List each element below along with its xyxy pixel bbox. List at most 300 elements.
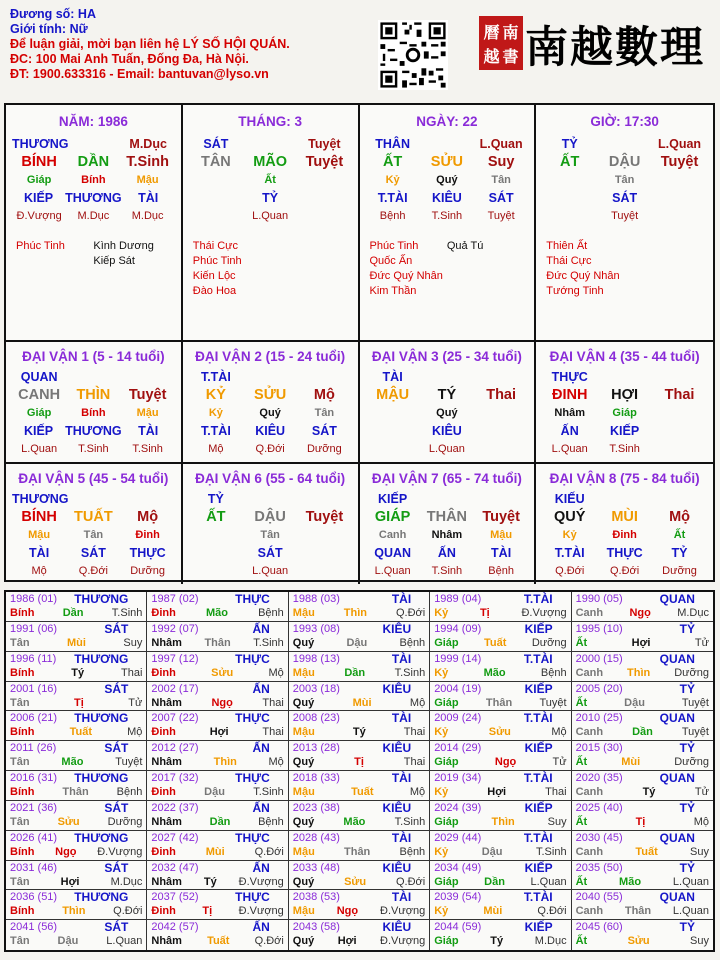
dai-van-hidden-stem-row-cell: Đinh	[135, 529, 160, 541]
dai-van-hidden-god-row-cell: THỰC	[129, 546, 166, 560]
year-phase: Q.Đới	[254, 935, 284, 948]
year-phase: Suy	[123, 636, 143, 649]
year-phase: Bệnh	[116, 786, 143, 798]
year-phase: Dưỡng	[107, 815, 143, 828]
dai-van-stem-branch-row-cell: Mộ	[313, 387, 335, 403]
pillar-hidden-god-row-cell: SÁT	[612, 191, 638, 205]
pillar-hidden-stem-row-cell: Giáp	[26, 174, 52, 186]
year-stem: Kỷ	[434, 905, 449, 918]
pillar-stem-branch-row-cell: Tuyệt	[660, 154, 699, 170]
pillar-phase-row-cell: T.Sinh	[431, 210, 463, 222]
year-stem: Kỷ	[434, 666, 449, 679]
year-phase: Mộ	[551, 726, 567, 739]
seal-char: 書	[502, 46, 519, 66]
year-pillar	[434, 666, 566, 680]
pillar-god-row-cell: Tuyệt	[308, 137, 341, 151]
year-pillar	[151, 755, 283, 769]
dai-van-hidden-god-row	[542, 422, 707, 440]
year-pillar	[10, 696, 142, 710]
year-branch: Tuất	[69, 726, 92, 739]
pillar-stem-branch-row-cell: Suy	[487, 154, 515, 170]
dai-van-stem-branch-row-cell: TÝ	[437, 387, 457, 403]
year-god: T.TÀI	[523, 890, 553, 905]
year-pillar	[10, 845, 142, 859]
dai-van-title: ĐẠI VẬN 6 (55 - 64 tuổi)	[195, 471, 346, 486]
star-label: Đức Quý Nhân	[369, 270, 443, 282]
year-cell	[430, 920, 571, 950]
dai-van-phase-row	[189, 440, 352, 458]
dai-van-hidden-god-row	[542, 544, 707, 562]
year-cell	[430, 831, 571, 861]
year-header	[293, 861, 425, 875]
dai-van-god	[597, 490, 652, 508]
seal-char: 越	[483, 46, 500, 66]
year-label: 1998 (13)	[292, 652, 340, 665]
pillar-stem-branch-row	[542, 153, 707, 171]
dai-van-hidden-stem-row-cell: Giáp	[612, 407, 637, 419]
year-pillar	[576, 845, 709, 859]
year-header	[293, 890, 425, 904]
year-cell	[572, 622, 713, 652]
year-stem: Tân	[10, 636, 30, 649]
dai-van-hidden-god-row	[366, 544, 529, 562]
year-branch: Thìn	[343, 607, 367, 619]
year-header	[293, 682, 425, 696]
year-stem: Tân	[10, 935, 30, 948]
year-branch: Hợi	[337, 935, 357, 948]
year-cell	[572, 741, 713, 771]
dai-van-hidden-stem-row	[366, 404, 529, 422]
pillar-phase-row-cell: Bệnh	[379, 210, 406, 222]
year-pillar	[576, 636, 709, 650]
year-branch: Sửu	[211, 666, 234, 679]
year-stem: Quý	[292, 756, 315, 769]
year-header	[434, 622, 566, 636]
year-label: 2009 (24)	[434, 712, 482, 725]
year-cell	[430, 771, 571, 801]
year-label: 2023 (38)	[292, 801, 340, 814]
year-stem: Kỷ	[434, 726, 449, 739]
year-header	[434, 711, 566, 725]
dai-van-hidden-stem-row-cell: Tân	[314, 407, 335, 419]
pillar-hidden-god-row-cell	[542, 189, 597, 207]
dai-van-god	[597, 368, 652, 386]
pillar-hidden-stem-row-cell	[189, 171, 243, 189]
star-label	[625, 284, 703, 299]
year-branch: Tị	[635, 815, 646, 828]
year-header	[434, 801, 566, 815]
phone-email-line: ĐT: 1900.633316 - Email: bantuvan@lyso.vn	[10, 67, 269, 81]
contact-line: Để luận giải, mời bạn liên hệ LÝ SỐ HỘI QUÁN.	[10, 37, 290, 51]
year-god: TỶ	[679, 800, 695, 815]
year-branch: Tuất	[207, 935, 230, 948]
year-label: 2025 (40)	[575, 801, 623, 814]
year-branch: Hợi	[209, 726, 229, 739]
year-branch: Mùi	[205, 845, 225, 858]
pillar-title: NGÀY: 22	[416, 114, 478, 129]
year-header	[434, 890, 566, 904]
dai-van-god	[66, 368, 120, 386]
year-stem: Ất	[575, 935, 588, 948]
year-branch: Dần	[62, 607, 84, 619]
year-stem: Đinh	[151, 786, 176, 798]
year-phase: Mộ	[693, 815, 709, 828]
year-pillar	[576, 666, 709, 680]
pillar-god-row-cell	[597, 135, 652, 153]
year-pillar	[10, 755, 142, 769]
year-phase: M.Dục	[677, 607, 709, 619]
pillar-hidden-stem-row	[12, 171, 175, 189]
year-phase: Q.Đới	[395, 607, 426, 619]
year-header	[10, 741, 142, 755]
dai-van-phase-row-cell: Mộ	[208, 443, 224, 455]
year-branch: Tị	[74, 696, 84, 709]
year-stem: Kỷ	[434, 607, 449, 619]
pillar-title: THÁNG: 3	[238, 114, 302, 129]
year-phase: Dưỡng	[531, 636, 567, 649]
year-branch: Thân	[62, 786, 89, 798]
dai-van-stem-branch-row-cell: Tuyệt	[482, 509, 520, 525]
star-label	[270, 284, 347, 299]
dai-van-cell	[536, 464, 713, 584]
year-header	[10, 801, 142, 815]
year-branch: Dậu	[57, 935, 79, 948]
year-header	[434, 831, 566, 845]
dai-van-god: TÀI	[382, 370, 403, 384]
pillar-phase-row	[189, 207, 352, 225]
dai-van-hidden-stem-row-cell	[189, 526, 243, 544]
year-god: TỶ	[679, 621, 695, 636]
pillar-god-row-cell: M.Dục	[129, 137, 167, 151]
year-header	[434, 741, 566, 755]
year-stem: Giáp	[434, 815, 459, 828]
dai-van-stem-branch-row	[542, 508, 707, 526]
pillar-stem-branch-row-cell: Tuyệt	[305, 154, 344, 170]
year-header	[10, 831, 142, 845]
star-label: Thái Cực	[546, 255, 592, 267]
pillar-stem-branch-row	[189, 153, 352, 171]
year-god: KIẾP	[524, 741, 553, 756]
dai-van-stem-branch-row-cell: ẤT	[206, 509, 226, 525]
year-stem: Tân	[10, 875, 30, 888]
year-god: KIẾP	[524, 860, 553, 875]
year-god: THƯƠNG	[74, 711, 129, 726]
star-label: Tướng Tinh	[546, 285, 604, 297]
dai-van-hidden-stem-row-cell: Nhâm	[431, 529, 463, 541]
year-label: 2031 (46)	[10, 861, 58, 874]
dai-van-god	[297, 490, 351, 508]
dai-van-hidden-god-row-cell: T.TÀI	[200, 424, 231, 438]
year-god: KIẾP	[524, 681, 553, 696]
year-cell	[289, 920, 430, 950]
year-header	[576, 890, 709, 904]
dai-van-phase-row-cell: L.Quan	[21, 443, 58, 455]
year-stem: Canh	[575, 666, 604, 679]
dai-van-god: QUAN	[20, 370, 58, 384]
star-label: Kình Dương	[93, 240, 154, 252]
four-pillars-table	[4, 103, 715, 342]
year-pillar	[434, 785, 566, 799]
year-branch: Thìn	[62, 905, 86, 918]
year-cell	[6, 801, 147, 831]
pillar-stem-branch-row-cell: ẤT	[382, 154, 403, 170]
year-label: 2038 (53)	[292, 891, 340, 904]
year-phase: Thai	[403, 726, 426, 739]
dai-van-phase-row-cell	[366, 440, 420, 458]
year-phase: Thai	[403, 756, 426, 769]
year-cell	[289, 741, 430, 771]
pillar-phase-row-cell	[652, 207, 707, 225]
pillar-stem-branch-row-cell: TÂN	[200, 154, 231, 170]
year-branch: Mùi	[621, 756, 641, 769]
dai-van-cell	[6, 464, 183, 584]
pillar-phase-row	[366, 207, 529, 225]
year-stem: Đinh	[151, 905, 176, 918]
year-cell	[430, 682, 571, 712]
year-label: 2027 (42)	[151, 831, 199, 844]
year-cell	[6, 682, 147, 712]
year-phase: T.Sinh	[394, 815, 426, 828]
year-phase: L.Quan	[106, 935, 143, 948]
dai-van-god	[420, 490, 474, 508]
pillar-phase-row-cell: Tuyệt	[487, 210, 515, 222]
year-header	[10, 622, 142, 636]
year-header	[151, 741, 283, 755]
year-cell	[289, 831, 430, 861]
year-god: TỶ	[679, 860, 695, 875]
year-cell	[6, 831, 147, 861]
star-label: Kiếp Sát	[93, 255, 135, 267]
year-pillar	[10, 725, 142, 739]
pillar-stem-branch-row-cell: DẦN	[77, 154, 110, 170]
dai-van-stem-branch-row	[189, 508, 352, 526]
year-branch: Ngọ	[211, 696, 233, 709]
year-stem: Ất	[575, 875, 588, 888]
dai-van-phase-row-cell: Dưỡng	[306, 443, 342, 455]
year-god: THỰC	[235, 592, 270, 606]
year-pillar	[434, 725, 566, 739]
star-label: Thiên Ất	[546, 240, 588, 252]
pillar-title: NĂM: 1986	[58, 114, 128, 129]
year-header	[151, 771, 283, 785]
dai-van-stem-branch-row	[366, 508, 529, 526]
year-header	[293, 741, 425, 755]
year-stem: Quý	[292, 815, 315, 828]
year-god: THỰC	[235, 651, 270, 666]
pillar-phase-row-cell: M.Dục	[131, 210, 164, 222]
year-label: 2035 (50)	[575, 861, 623, 874]
year-phase: Q.Đới	[395, 875, 426, 888]
year-pillar	[293, 725, 425, 739]
dai-van-hidden-stem-row-cell: Tân	[260, 529, 280, 541]
dai-van-stem-branch-row-cell: THÂN	[426, 509, 468, 525]
year-god: KIÊU	[382, 741, 412, 756]
dai-van-title: ĐẠI VẬN 5 (45 - 54 tuổi)	[18, 471, 169, 486]
year-god: TÀI	[391, 771, 412, 785]
year-pillar	[434, 904, 566, 918]
year-pillar	[576, 875, 709, 889]
year-label: 2029 (44)	[434, 831, 482, 844]
year-stem: Nhâm	[151, 696, 182, 709]
year-pillar	[10, 904, 142, 918]
star-label: Đức Quý Nhân	[546, 270, 620, 282]
dai-van-phase-row-cell: L.Quan	[252, 565, 289, 577]
year-cell	[6, 861, 147, 891]
dai-van-phase-row-cell	[474, 440, 528, 458]
dai-van-hidden-stem-row-cell: Quý	[259, 407, 281, 419]
year-pillar	[151, 904, 283, 918]
year-stem: Nhâm	[151, 815, 182, 828]
star-label	[625, 254, 703, 269]
dai-van-hidden-god-row	[189, 422, 352, 440]
pillar-phase-row-cell: Đ.Vượng	[16, 210, 62, 222]
year-pillar	[434, 845, 566, 859]
year-label: 2000 (15)	[575, 652, 623, 665]
year-pillar	[576, 606, 709, 620]
year-header	[576, 861, 709, 875]
year-cell	[6, 741, 147, 771]
seal-char: 曆	[483, 22, 500, 42]
year-phase: Bệnh	[540, 666, 567, 679]
year-pillar	[293, 666, 425, 680]
year-stem: Quý	[292, 875, 315, 888]
pillar-god-row-cell: L.Quan	[658, 137, 702, 151]
year-header	[293, 592, 425, 606]
dai-van-phase-row	[542, 440, 707, 458]
dai-van-cell	[536, 342, 713, 464]
pillar-stem-branch-row	[12, 153, 175, 171]
year-header	[293, 831, 425, 845]
year-branch: Sửu	[344, 875, 367, 888]
year-pillar	[434, 755, 566, 769]
dai-van-hidden-god-row-cell: KIẾP	[23, 424, 54, 438]
year-phase: L.Quan	[672, 875, 709, 888]
star-label	[447, 284, 524, 299]
year-phase: Q.Đới	[254, 845, 284, 858]
year-branch: Tị	[479, 607, 490, 619]
year-god: KIÊU	[382, 860, 412, 875]
year-branch: Dần	[344, 666, 366, 679]
dai-van-hidden-god-row-cell: TÀI	[491, 546, 512, 560]
dai-van-hidden-stem-row-cell	[366, 404, 420, 422]
pillar-stem-branch-row-cell: SỬU	[430, 154, 463, 170]
pillar-god-row-cell: SÁT	[203, 137, 229, 151]
year-cell	[289, 861, 430, 891]
year-pillar	[10, 606, 142, 620]
year-header	[151, 801, 283, 815]
dai-van-god: T.TÀI	[200, 370, 231, 384]
year-phase: Đ.Vượng	[380, 935, 426, 948]
year-header	[151, 711, 283, 725]
year-phase: Thai	[262, 726, 284, 739]
year-header	[151, 831, 283, 845]
year-pillar	[10, 934, 142, 948]
year-label: 2042 (57)	[151, 921, 199, 934]
dai-van-stem-branch-row-cell: SỬU	[254, 387, 287, 403]
year-god: THƯƠNG	[74, 592, 129, 606]
year-header	[10, 652, 142, 666]
dai-van-phase-row-cell: T.Sinh	[609, 443, 640, 455]
year-header	[576, 920, 709, 934]
dai-van-god-row	[542, 368, 707, 386]
red-seal	[479, 16, 523, 70]
year-branch: Dậu	[481, 845, 503, 858]
year-god: THỰC	[235, 890, 270, 905]
dai-van-god	[243, 368, 297, 386]
dai-van-stem-branch-row-cell: MẬU	[376, 387, 410, 403]
year-cell	[572, 682, 713, 712]
year-god: TỶ	[679, 741, 695, 756]
dai-van-stem-branch-row-cell: MÙI	[611, 509, 638, 525]
star-label	[16, 254, 93, 269]
dai-van-god	[652, 368, 707, 386]
year-label: 2032 (47)	[151, 861, 199, 874]
year-phase: Bệnh	[399, 845, 426, 858]
year-branch: Mùi	[67, 636, 86, 649]
dai-van-god-row	[12, 490, 175, 508]
dai-van-god	[68, 490, 121, 508]
year-cell	[147, 831, 288, 861]
year-header	[10, 771, 142, 785]
year-pillar	[151, 785, 283, 799]
pillar-column	[536, 105, 713, 340]
year-pillar	[293, 815, 425, 829]
year-phase: T.Sinh	[253, 786, 284, 798]
pillar-hidden-god-row	[12, 189, 175, 207]
year-god: T.TÀI	[523, 651, 553, 666]
year-header	[576, 652, 709, 666]
seal-char: 南	[502, 22, 519, 42]
dai-van-phase-row-cell: Q.Đới	[78, 565, 108, 577]
year-cell	[572, 861, 713, 891]
year-cell	[572, 652, 713, 682]
dai-van-phase-row	[542, 562, 707, 580]
dai-van-cell	[6, 342, 183, 464]
year-branch: Ngọ	[336, 905, 359, 918]
year-branch: Tuất	[484, 636, 507, 649]
year-cell	[6, 711, 147, 741]
star-label	[625, 269, 703, 284]
year-stem: Bính	[10, 726, 35, 739]
year-pillar	[576, 934, 709, 948]
year-branch: Sửu	[488, 726, 511, 739]
dai-van-stem-branch-row-cell: ĐINH	[551, 387, 588, 403]
pillar-hidden-stem-row-cell: Mậu	[136, 174, 159, 186]
dai-van-hidden-god-row-cell: TỶ	[671, 546, 688, 560]
dai-van-god	[474, 368, 528, 386]
year-stem: Nhâm	[151, 756, 182, 769]
year-stem: Đinh	[151, 666, 176, 679]
year-label: 2017 (32)	[151, 772, 199, 784]
dai-van-god-row	[366, 368, 529, 386]
year-god: ẤN	[252, 920, 270, 935]
year-stem: Ất	[575, 636, 588, 649]
dai-van-phase-row-cell: Bệnh	[488, 565, 514, 577]
year-phase: Đ.Vượng	[238, 875, 284, 888]
year-header	[434, 771, 566, 785]
year-pillar	[151, 815, 283, 829]
year-label: 2002 (17)	[151, 682, 199, 695]
pillar-stem-branch-row-cell: ẤT	[560, 154, 580, 170]
dai-van-phase-row-cell	[189, 562, 243, 580]
year-god: TÀI	[391, 830, 412, 845]
pillar-stem-branch-row-cell: BÍNH	[21, 154, 57, 170]
year-branch: Tý	[642, 786, 656, 798]
dai-van-stem-branch-row	[12, 386, 175, 404]
year-cell	[430, 711, 571, 741]
year-label: 2026 (41)	[10, 831, 58, 844]
dai-van-hidden-stem-row	[366, 526, 529, 544]
